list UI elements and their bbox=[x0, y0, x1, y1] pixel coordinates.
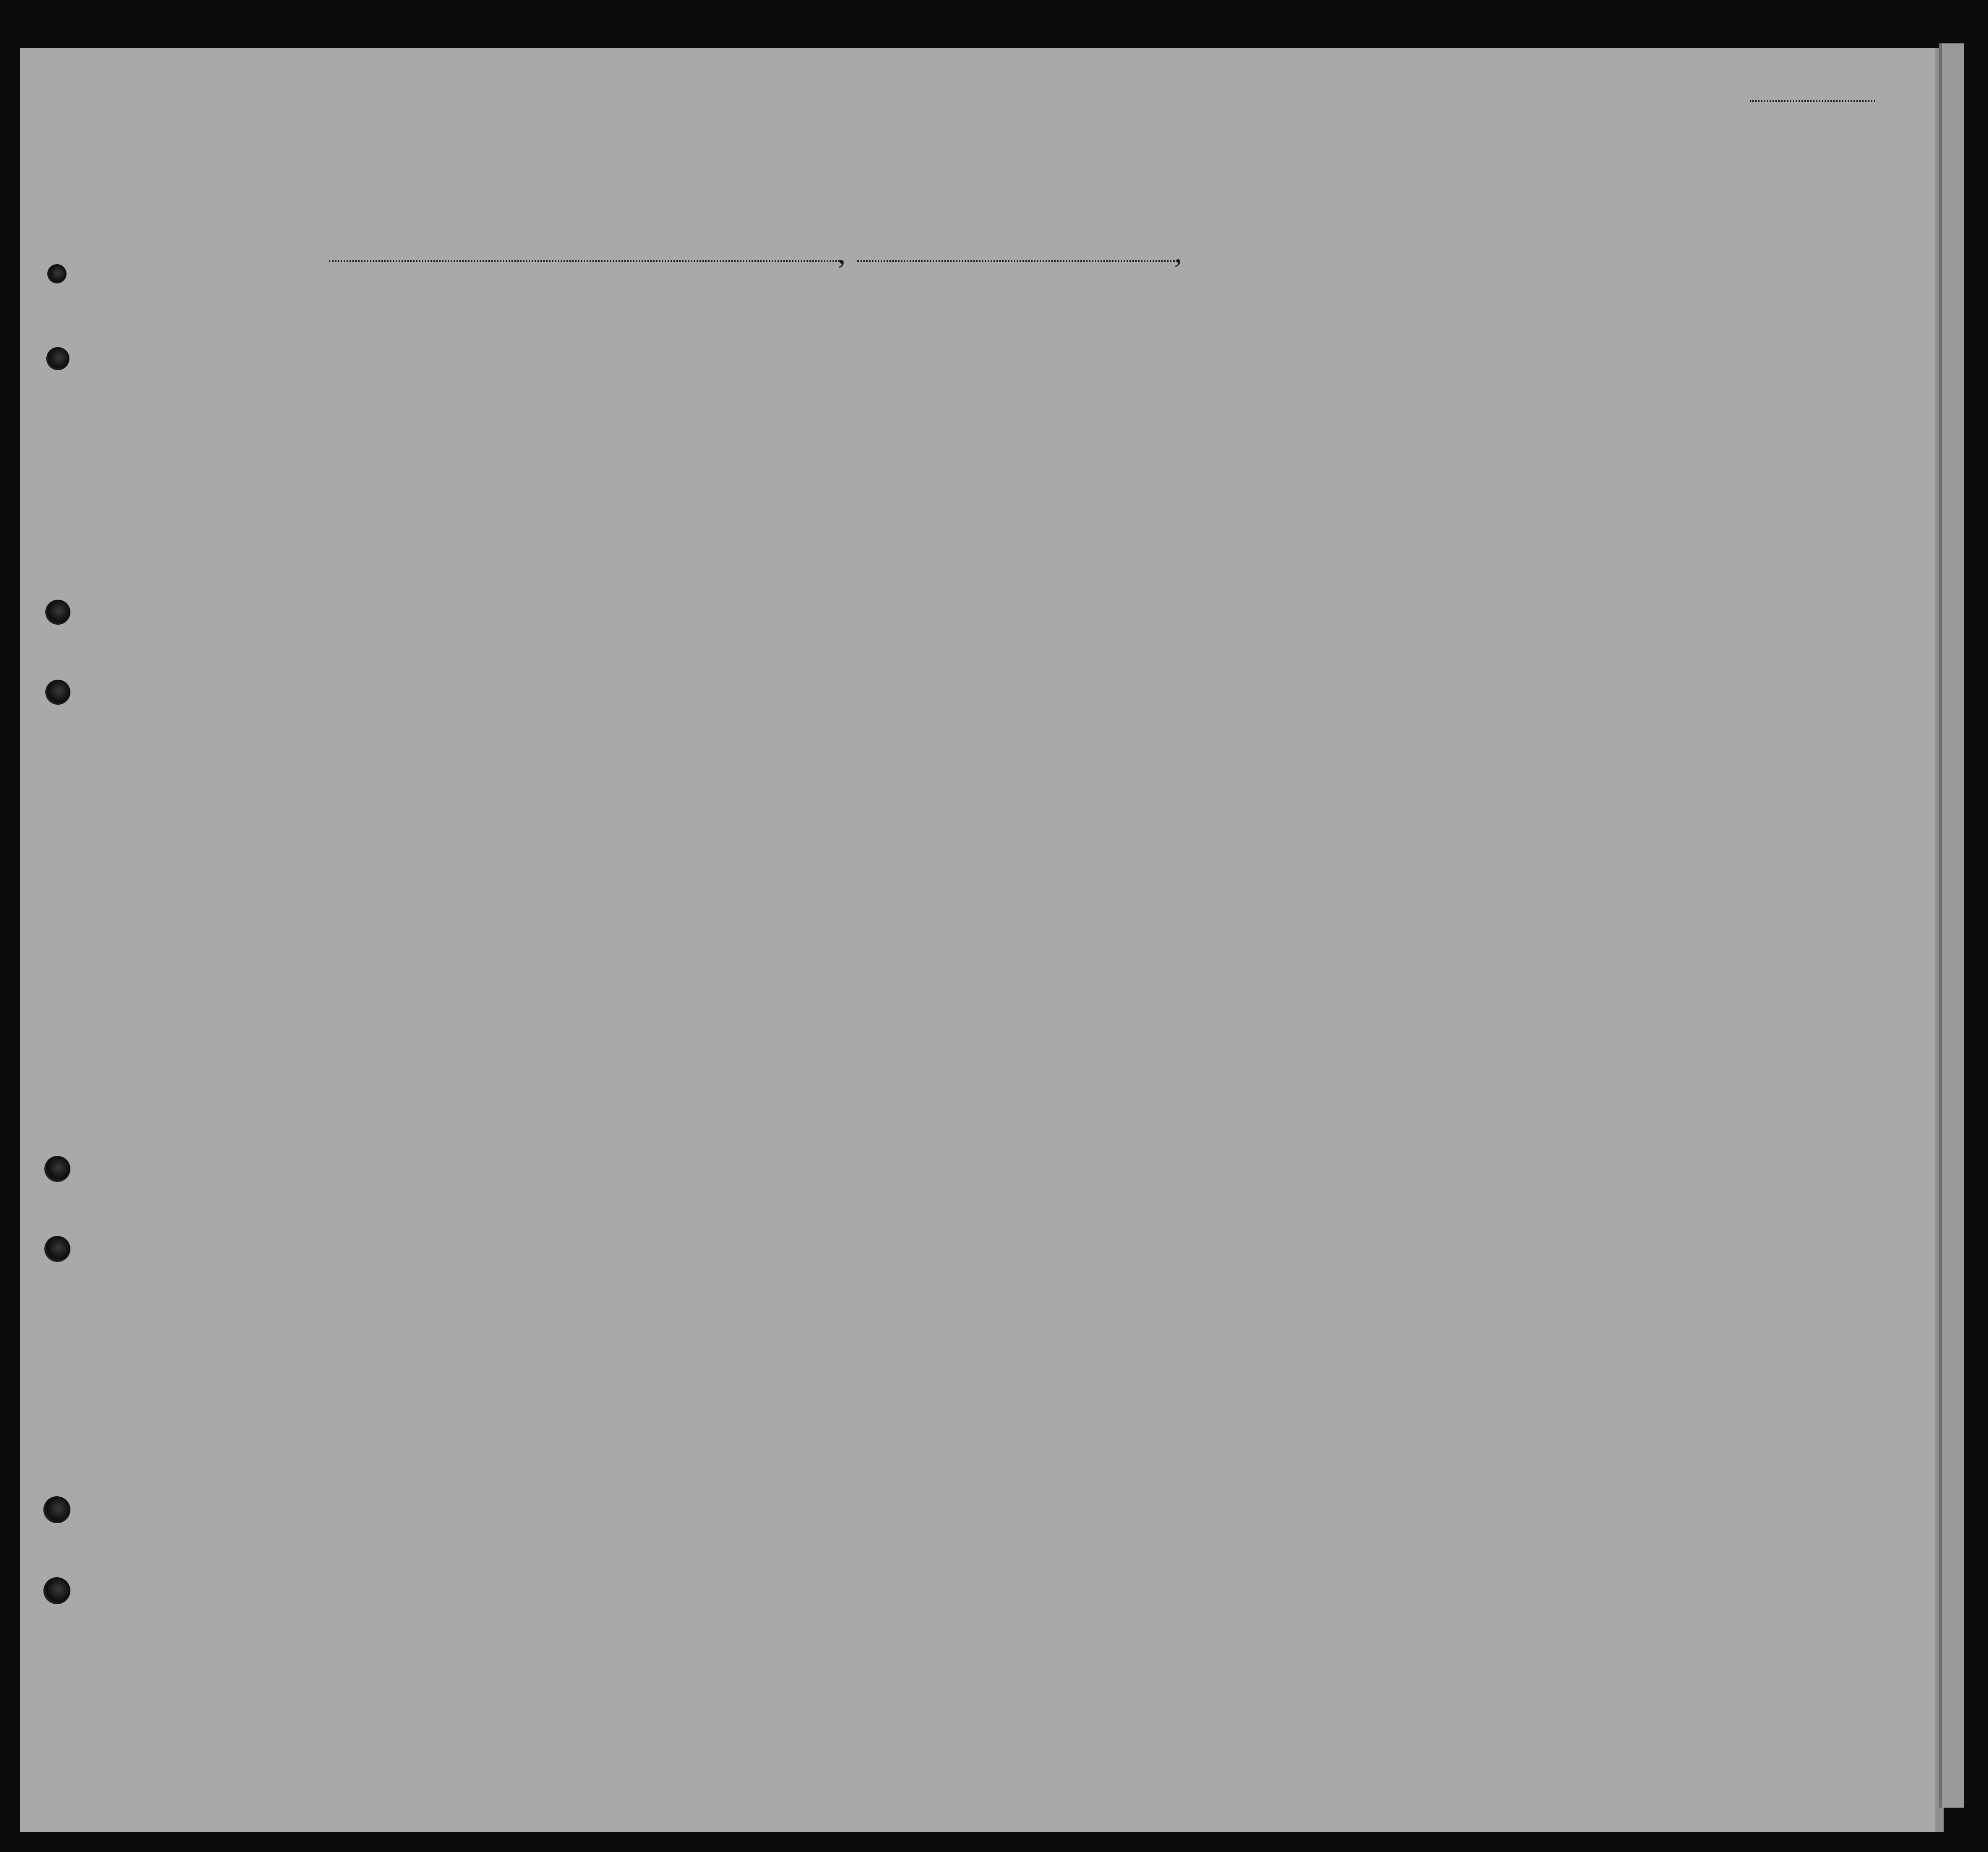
punch-hole bbox=[45, 600, 70, 625]
punch-hole bbox=[44, 1236, 70, 1262]
header-become-citizen bbox=[1236, 333, 1255, 458]
header-deported bbox=[1453, 333, 1473, 458]
header-length-of-stay bbox=[1178, 333, 1197, 458]
header-intends-return bbox=[1114, 337, 1142, 463]
header-overthrow bbox=[1357, 345, 1400, 470]
punch-hole bbox=[47, 264, 67, 283]
header-labor-offer bbox=[1408, 339, 1440, 464]
punch-hole bbox=[45, 680, 70, 705]
punch-hole bbox=[44, 1156, 70, 1182]
comma: , bbox=[838, 236, 846, 270]
comma: , bbox=[1174, 235, 1182, 269]
punch-hole bbox=[43, 1496, 70, 1523]
punch-hole bbox=[43, 1577, 70, 1604]
punch-hole bbox=[46, 347, 69, 370]
header-prison bbox=[1270, 337, 1299, 463]
